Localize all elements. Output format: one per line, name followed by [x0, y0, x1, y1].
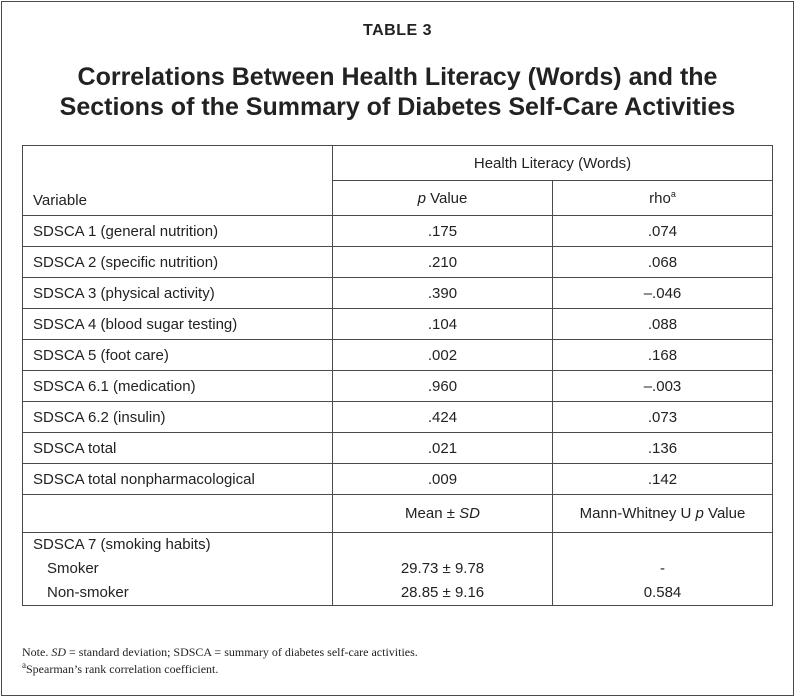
cell-rho: .068 [553, 247, 773, 278]
table-row [23, 433, 773, 464]
cell-rho: .074 [553, 216, 773, 247]
table-row [23, 216, 773, 247]
header-p-value: p Value [333, 181, 553, 216]
cell-rho: –.046 [553, 278, 773, 309]
cell-rho: .136 [553, 433, 773, 464]
cell-variable: SDSCA 1 (general nutrition) [23, 216, 333, 247]
cell-variable: SDSCA total [23, 433, 333, 464]
table-row [23, 247, 773, 278]
cell-rho: –.003 [553, 371, 773, 402]
header-health-literacy: Health Literacy (Words) [333, 146, 773, 181]
nonsmoker-mean: 28.85 ± 9.16 [400, 584, 485, 601]
cell-variable: SDSCA 2 (specific nutrition) [23, 247, 333, 278]
table-title [2, 62, 793, 122]
cell-variable: SDSCA 3 (physical activity) [23, 278, 333, 309]
table-row [23, 402, 773, 433]
table-row [23, 340, 773, 371]
cell-rho: .168 [553, 340, 773, 371]
cell-p-value: .002 [333, 340, 553, 371]
table-notes [22, 644, 782, 678]
cell-p-value: .424 [333, 402, 553, 433]
nonsmoker-label: Non-smoker [47, 584, 129, 601]
cell-smoking-mean [333, 533, 553, 606]
cell-p-value: .960 [333, 371, 553, 402]
cell-p-value: .390 [333, 278, 553, 309]
subheader-row [23, 495, 773, 533]
subheader-mann-whitney: Mann-Whitney U p Value [553, 495, 773, 533]
cell-variable: SDSCA 4 (blood sugar testing) [23, 309, 333, 340]
correlation-table [22, 145, 773, 606]
cell-p-value: .009 [333, 464, 553, 495]
nonsmoker-p: 0.584 [643, 584, 682, 601]
cell-p-value: .021 [333, 433, 553, 464]
subheader-empty [23, 495, 333, 533]
smoking-label: SDSCA 7 (smoking habits) [33, 536, 211, 553]
smoking-row [23, 533, 773, 606]
header-row-group [23, 146, 773, 181]
table-row [23, 371, 773, 402]
table-number: TABLE 3 [363, 22, 432, 39]
footnote-line: $^a$Spearman’s rank correlation coefficient. [22, 660, 219, 676]
smoker-label: Smoker [47, 560, 99, 577]
header-variable: Variable [23, 146, 333, 216]
table-row [23, 464, 773, 495]
smoker-p: - [660, 560, 665, 577]
smoker-mean: 29.73 ± 9.78 [400, 560, 485, 577]
subheader-mean-sd: Mean ± SD [333, 495, 553, 533]
cell-rho: .088 [553, 309, 773, 340]
cell-variable: SDSCA total nonpharmacological [23, 464, 333, 495]
title-line-2: Sections of the Summary of Diabetes Self-Care Activities [59, 93, 736, 121]
cell-smoking-p [553, 533, 773, 606]
cell-variable: SDSCA 5 (foot care) [23, 340, 333, 371]
note-line: Note. SD = standard deviation; SDSCA = summary of diabetes self-care activities. [22, 645, 418, 659]
table-row [23, 309, 773, 340]
cell-smoking-variable [23, 533, 333, 606]
cell-p-value: .104 [333, 309, 553, 340]
cell-p-value: .175 [333, 216, 553, 247]
header-rho: rho$^a$ [553, 181, 773, 216]
cell-rho: .142 [553, 464, 773, 495]
cell-variable: SDSCA 6.1 (medication) [23, 371, 333, 402]
title-line-1: Correlations Between Health Literacy (Words) and the [77, 63, 718, 91]
table-row [23, 278, 773, 309]
cell-variable: SDSCA 6.2 (insulin) [23, 402, 333, 433]
cell-p-value: .210 [333, 247, 553, 278]
cell-rho: .073 [553, 402, 773, 433]
